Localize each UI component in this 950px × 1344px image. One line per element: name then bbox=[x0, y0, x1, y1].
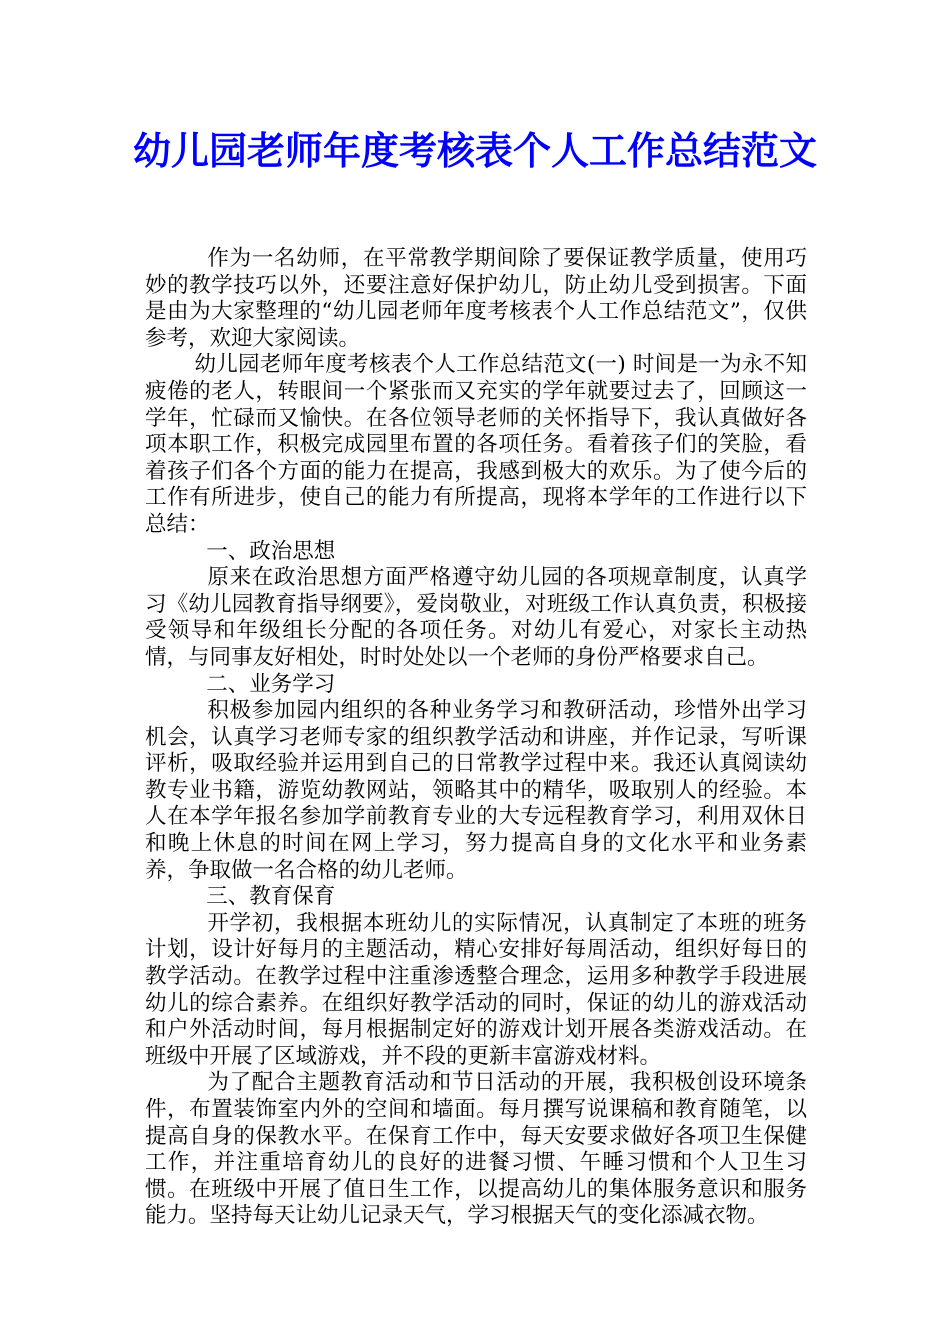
paragraph-4: 开学初，我根据本班幼儿的实际情况，认真制定了本班的班务计划，设计好每月的主题活动，精心安排好每周活动，组织好每日的教学活动。在教学过程中注重渗透整合理念，运用多种教学手段进展幼儿的综合素养。在组织好教学活动的同时，保证的幼儿的游戏活动和户外活动时间，每月根据制定好的游戏计划开展各类游戏活动。在班级中开展了区域游戏，并不段的更新丰富游戏材料。 bbox=[145, 910, 807, 1069]
document-title: 幼儿园老师年度考核表个人工作总结范文 bbox=[132, 128, 817, 173]
paragraph-1: 幼儿园老师年度考核表个人工作总结范文(一) 时间是一为永不知疲倦的老人，转眼间一个紧张而又充实的学年就要过去了，回顾这一学年，忙碌而又愉快。在各位领导老师的关怀指导下，我认真做好各项本职工作，积极完成园里布置的各项任务。看着孩子们的笑脸，看着孩子们各个方面的能力在提高，我感到极大的欢乐。为了使今后的工作有所进步，使自己的能力有所提高，现将本学年的工作进行以下总结： bbox=[145, 352, 807, 537]
section-heading-3: 三、教育保育 bbox=[206, 884, 336, 910]
section-heading-2: 二、业务学习 bbox=[206, 671, 336, 697]
document-body bbox=[145, 246, 807, 1230]
paragraph-5: 为了配合主题教育活动和节日活动的开展，我积极创设环境条件，布置装饰室内外的空间和墙面。每月撰写说课稿和教育随笔，以提高自身的保教水平。在保育工作中，每天安要求做好各项卫生保健工作，并注重培育幼儿的良好的进餐习惯、午睡习惯和个人卫生习惯。在班级中开展了值日生工作，以提高幼儿的集体服务意识和服务能力。坚持每天让幼儿记录天气，学习根据天气的变化添减衣物。 bbox=[145, 1070, 807, 1229]
intro-paragraph: 作为一名幼师，在平常教学期间除了要保证教学质量，使用巧妙的教学技巧以外，还要注意好保护幼儿，防止幼儿受到损害。下面是由为大家整理的“幼儿园老师年度考核表个人工作总结范文”，仅供参考，欢迎大家阅读。 bbox=[145, 246, 807, 351]
paragraph-2: 原来在政治思想方面严格遵守幼儿园的各项规章制度，认真学习《幼儿园教育指导纲要》，爱岗敬业，对班级工作认真负责，积极接受领导和年级组长分配的各项任务。对幼儿有爱心，对家长主动热情，与同事友好相处，时时处处以一个老师的身份严格要求自己。 bbox=[145, 565, 807, 670]
section-heading-1: 一、政治思想 bbox=[206, 538, 336, 564]
paragraph-3: 积极参加园内组织的各种业务学习和教研活动，珍惜外出学习机会，认真学习老师专家的组织教学活动和讲座，并作记录，写听课评析，吸取经验并运用到自己的日常教学过程中来。我还认真阅读幼教专业书籍，游览幼教网站，领略其中的精华，吸取别人的经验。本人在本学年报名参加学前教育专业的大专远程教育学习，利用双休日和晚上休息的时间在网上学习，努力提高自身的文化水平和业务素养，争取做一名合格的幼儿老师。 bbox=[145, 698, 807, 883]
